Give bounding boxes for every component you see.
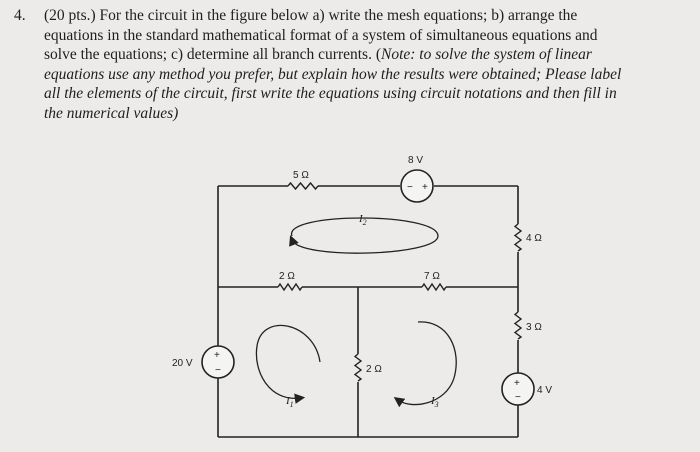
mesh-arrow-i3 (398, 322, 456, 405)
voltage-source-4v (502, 373, 534, 405)
problem-line-1: 4. (20 pts.) For the circuit in the figure below a) write the mesh equations; b) arrange the (14, 7, 578, 24)
svg-text:−: − (215, 365, 221, 376)
problem-line-4: equations use any method you prefer, but explain how the results were obtained; Please label (44, 65, 622, 83)
problem-line-6: the numerical values) (44, 104, 179, 122)
label-5ohm: 5 Ω (293, 170, 309, 181)
label-4ohm: 4 Ω (526, 233, 542, 244)
label-2ohm-mid-left: 2 Ω (279, 271, 295, 282)
label-8v: 8 V (408, 155, 424, 166)
svg-text:+: + (514, 378, 520, 389)
resistor-7ohm (422, 284, 446, 290)
mesh-arrow-i1 (256, 325, 320, 398)
label-3ohm: 3 Ω (526, 322, 542, 333)
mesh-label-i3: $I_3$ (431, 395, 439, 409)
label-4v: 4 V (537, 385, 553, 396)
svg-text:−: − (515, 392, 521, 403)
problem-number: 4. (14, 7, 26, 24)
resistor-2ohm-center (355, 354, 361, 381)
label-20v: 20 V (172, 358, 193, 369)
voltage-source-8v (401, 170, 433, 202)
resistor-3ohm (515, 312, 521, 339)
svg-text:+: + (214, 350, 220, 361)
resistor-4ohm (515, 224, 521, 251)
mesh-label-i1: $I_1$ (286, 395, 294, 409)
mesh-label-i2: $I_2$ (359, 213, 367, 227)
svg-text:−: − (407, 182, 413, 193)
circuit-wires (218, 186, 518, 437)
resistor-5ohm (288, 183, 318, 189)
voltage-source-20v (202, 346, 234, 378)
problem-line-2: equations in the standard mathematical format of a system of simultaneous equations and (44, 26, 598, 44)
resistor-2ohm-mid-left (278, 284, 302, 290)
svg-text:+: + (422, 182, 428, 193)
label-2ohm-center: 2 Ω (366, 364, 382, 375)
label-7ohm: 7 Ω (424, 271, 440, 282)
problem-line-5: all the elements of the circuit, first write the equations using circuit notations and then fill in (44, 85, 617, 102)
problem-line-3: solve the equations; c) determine all branch currents. (Note: to solve the system of linear (44, 46, 592, 63)
